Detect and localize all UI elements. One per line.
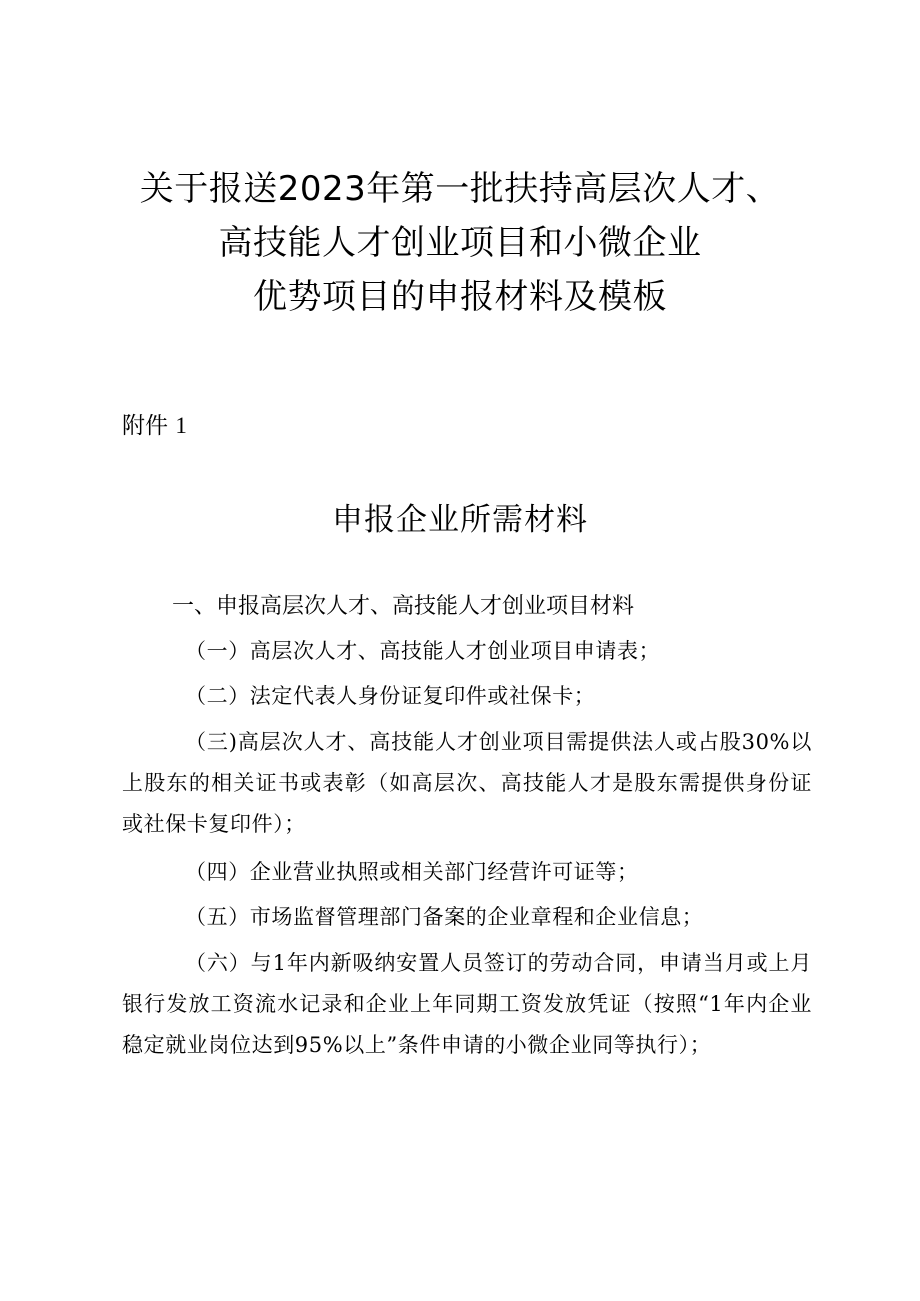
list-item-4: （四）企业营业执照或相关部门经营许可证等； xyxy=(185,860,639,884)
list-item-2: （二）法定代表人身份证复印件或社保卡； xyxy=(185,684,596,708)
document-title xyxy=(60,162,860,324)
list-item-1: （一）高层次人才、高技能人才创业项目申请表； xyxy=(185,639,661,663)
title-line-1: 关于报送2023年第一批扶持高层次人才、 xyxy=(139,169,781,209)
attachment-text: 附件 xyxy=(122,413,168,439)
attachment-number: 1 xyxy=(175,413,187,438)
section-title: 申报企业所需材料 xyxy=(332,502,588,538)
heading-1: 一、申报高层次人才、高技能人才创业项目材料 xyxy=(172,594,635,619)
attachment-label xyxy=(122,410,187,442)
title-line-3: 优势项目的申报材料及模板 xyxy=(253,277,667,317)
list-item-3: （三)高层次人才、高技能人才创业项目需提供法人或占股30%以上股东的相关证书或表彰（如高层次、高技能人才是股东需提供身份证或社保卡复印件）； xyxy=(122,730,812,836)
list-item-6: （六）与1年内新吸纳安置人员签订的劳动合同，申请当月或上月银行发放工资流水记录和企业上年同期工资发放凭证（按照“1年内企业稳定就业岗位达到95%以上”条件申请的小微企业同等执行）； xyxy=(122,951,812,1057)
title-line-2: 高技能人才创业项目和小微企业 xyxy=(218,223,702,263)
list-item-5: （五）市场监督管理部门备案的企业章程和企业信息； xyxy=(185,905,704,929)
